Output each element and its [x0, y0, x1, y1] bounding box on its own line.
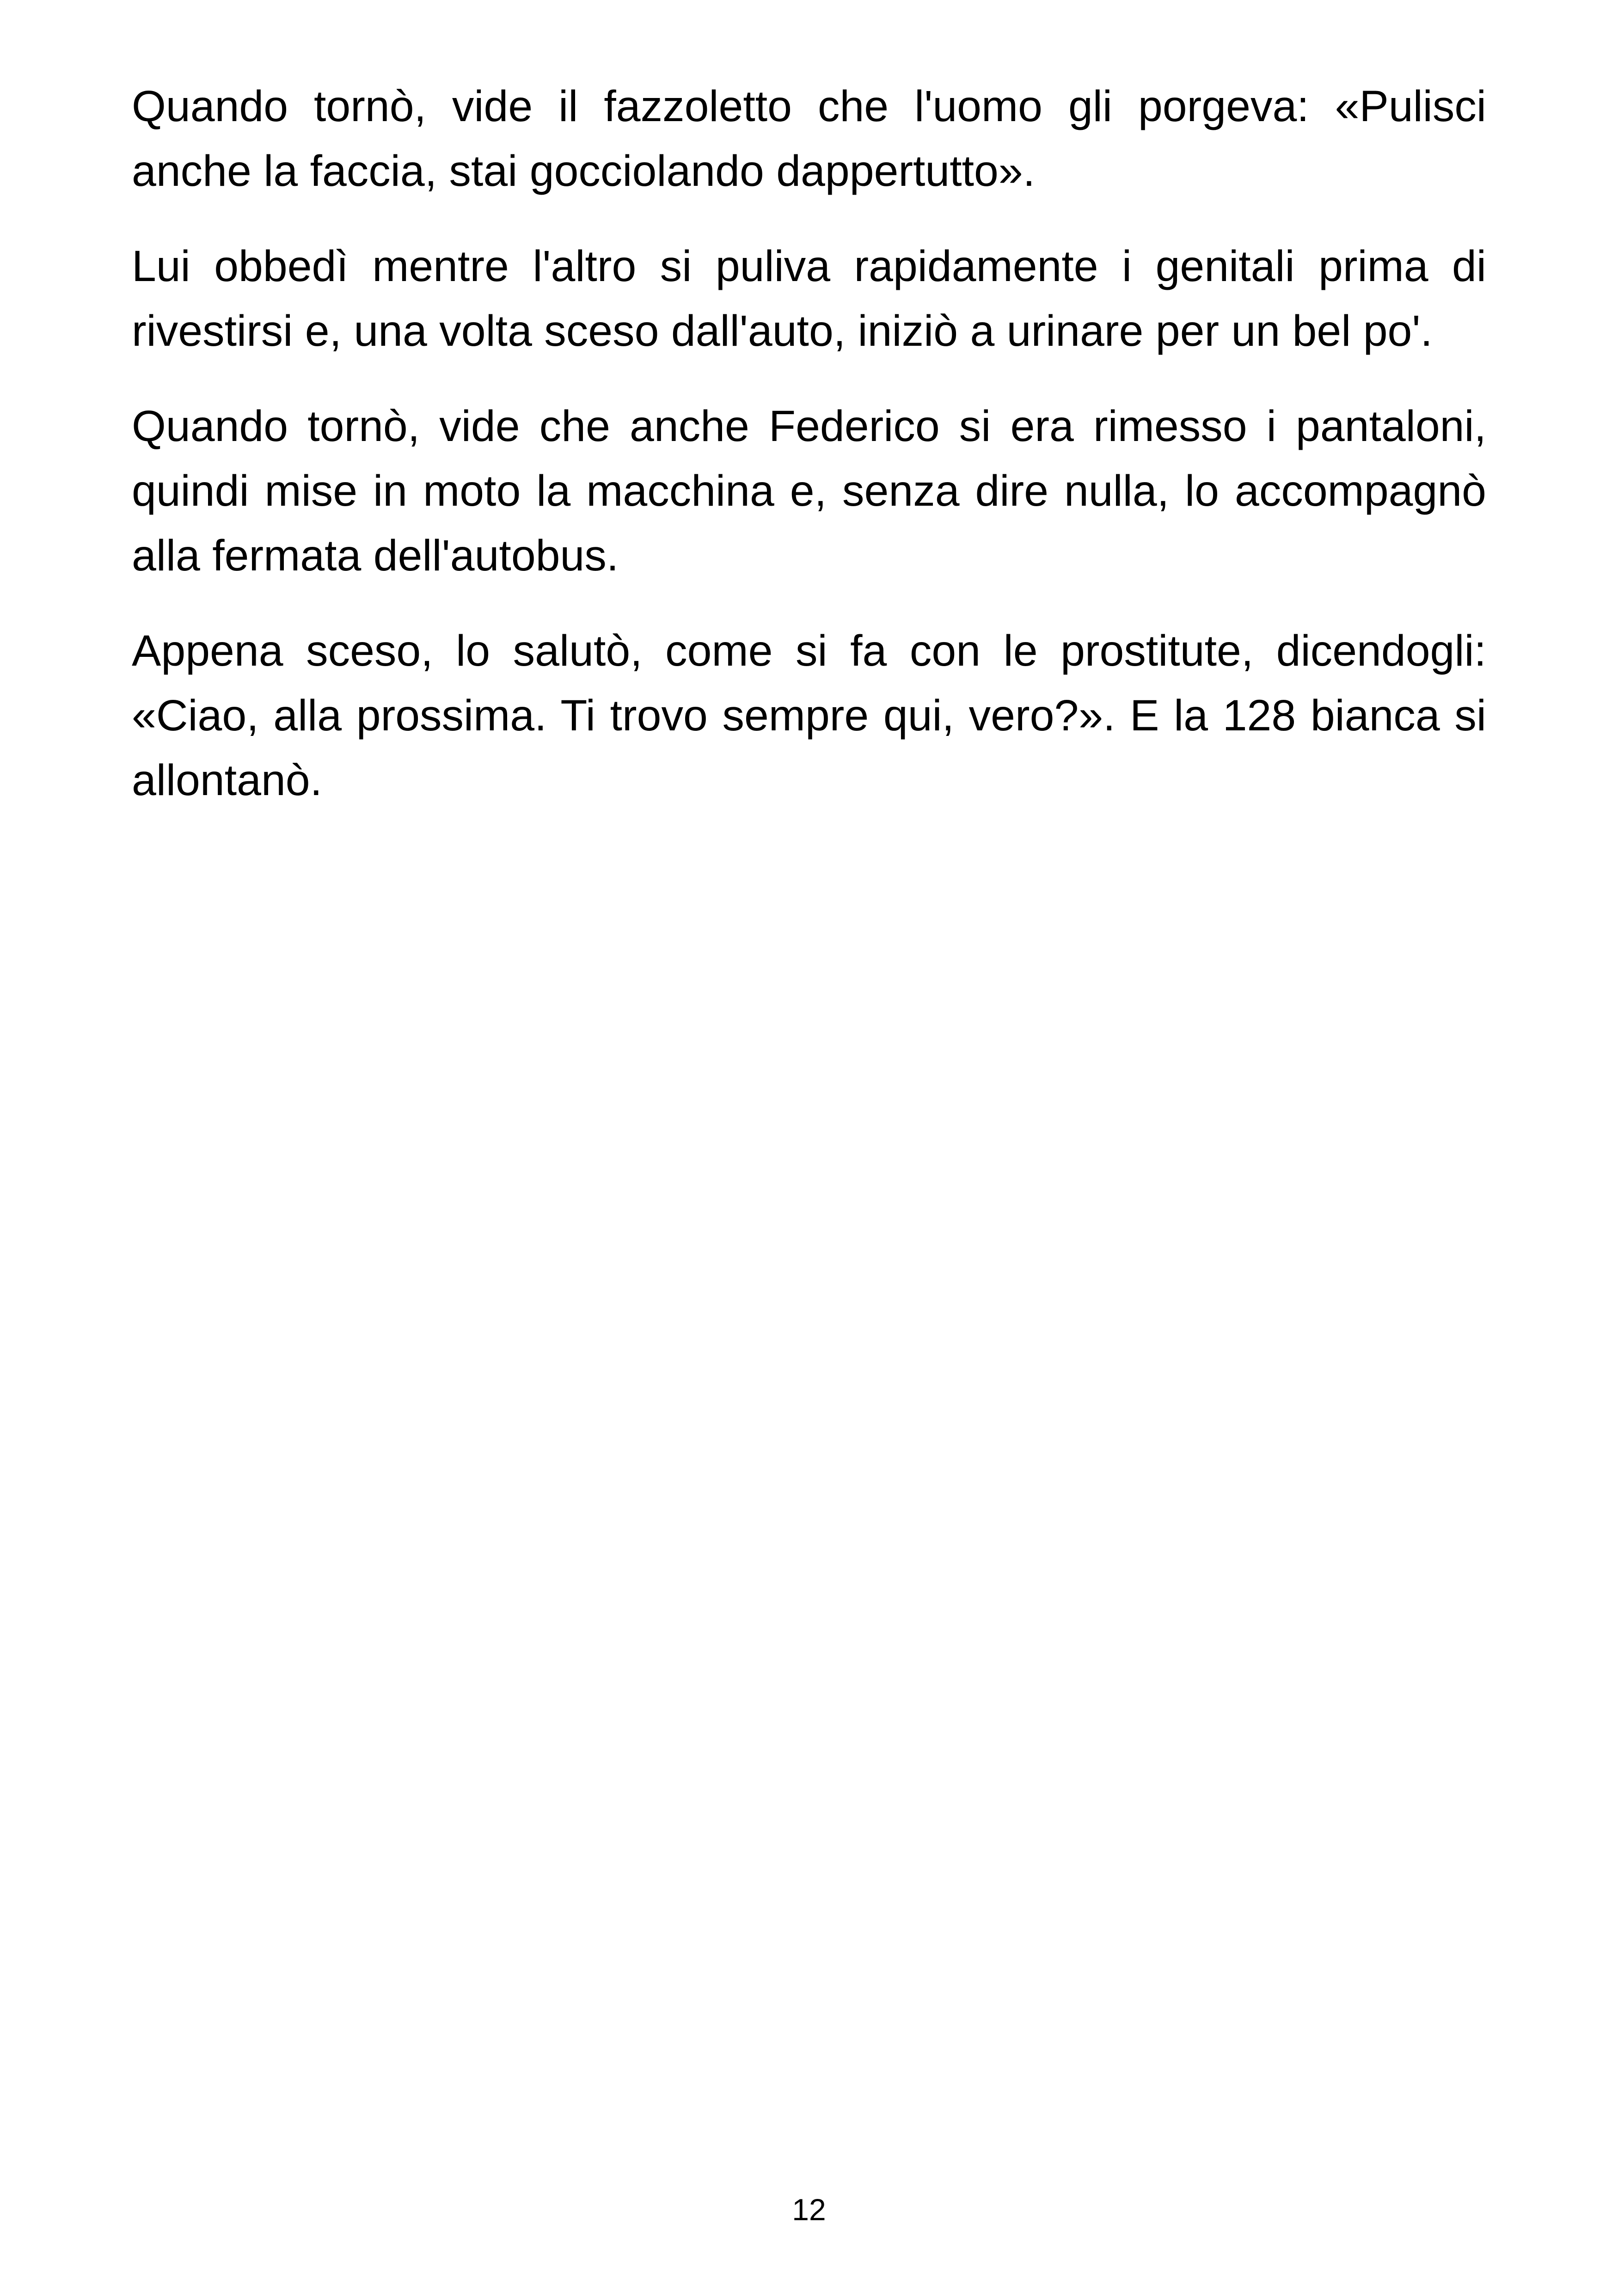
body-text — [132, 74, 1486, 843]
paragraph: Appena sceso, lo salutò, come si fa con le prostitute, dicendogli: «Ciao, alla prossima. Ti trovo sempre qui, vero?». E la 128 bianca si allontanò. — [132, 626, 1486, 805]
paragraph: Lui obbedì mentre l'altro si puliva rapidamente i genitali prima di rivestirsi e, una volta sceso dall'auto, iniziò a urinare per un bel po'. — [132, 242, 1486, 355]
page-number: 12 — [792, 2192, 826, 2227]
paragraph: Quando tornò, vide il fazzoletto che l'uomo gli porgeva: «Pulisci anche la faccia, stai gocciolando dappertutto». — [132, 82, 1486, 196]
paragraph: Quando tornò, vide che anche Federico si era rimesso i pantaloni, quindi mise in moto la macchina e, senza dire nulla, lo accompagnò alla fermata dell'autobus. — [132, 402, 1486, 580]
